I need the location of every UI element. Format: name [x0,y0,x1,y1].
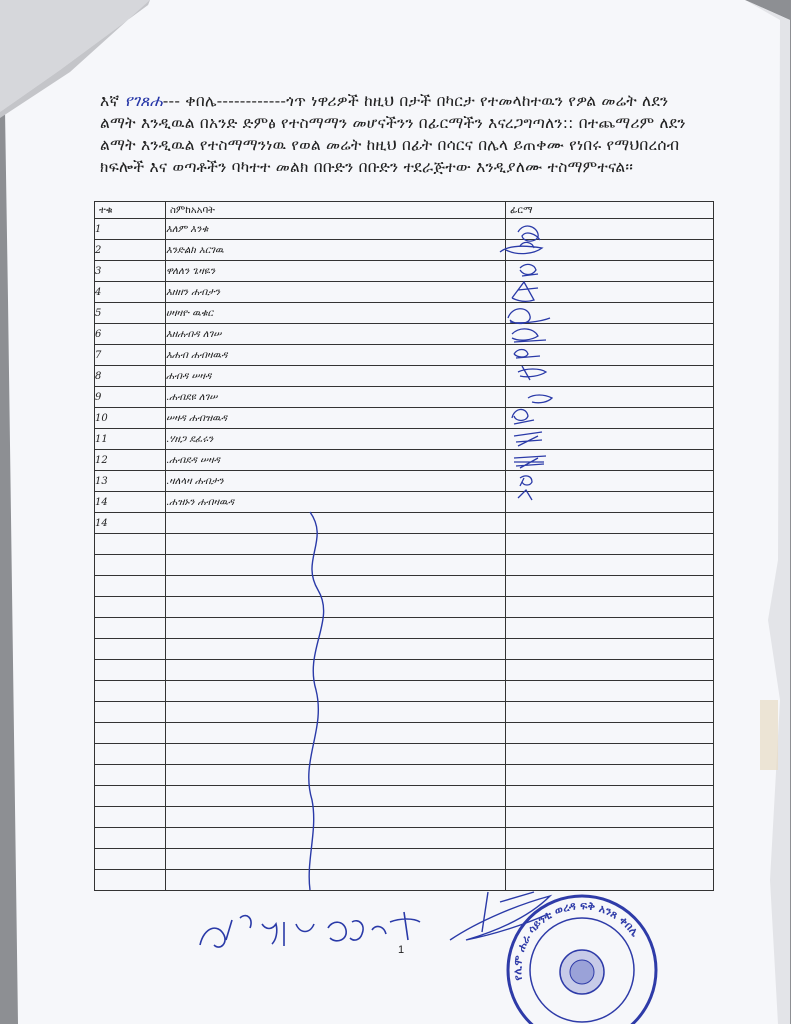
row-number: 9 [95,387,166,408]
row-number [95,870,166,891]
table-row [95,408,714,429]
row-signature [506,618,714,639]
row-name: ዋለለን ጌዛዬን [166,261,506,282]
row-number: 14 [95,513,166,534]
row-name [166,660,506,681]
row-signature [506,555,714,576]
row-number [95,807,166,828]
row-number [95,828,166,849]
row-name: .ሃዘጋ ደፈሩን [166,429,506,450]
row-number [95,618,166,639]
table-row [95,492,714,513]
row-signature [506,660,714,681]
table-row [95,240,714,261]
row-signature [506,345,714,366]
declaration-line-3: ልማት እንዲዉል የተስማማንነዉ የወል መሬት ከዚህ በፊት በሳርና በሌላ ይጠቀሙ የነበሩ የማህበረሰብ [100,136,680,154]
row-number [95,744,166,765]
column-header-signature: ፊርማ [506,202,714,219]
row-number: 1 [95,219,166,240]
row-name [166,849,506,870]
row-number [95,849,166,870]
row-name: እዘዘን ሐብታን [166,282,506,303]
column-header-no: ተቁ [95,202,166,219]
row-signature [506,282,714,303]
row-signature [506,492,714,513]
row-number [95,597,166,618]
row-number [95,702,166,723]
row-number: 8 [95,366,166,387]
table-body [95,219,714,891]
row-signature [506,534,714,555]
row-number [95,660,166,681]
row-name [166,702,506,723]
table-row [95,366,714,387]
row-name [166,870,506,891]
row-number: 4 [95,282,166,303]
row-signature [506,681,714,702]
row-name [166,555,506,576]
row-signature [506,429,714,450]
table-row [95,702,714,723]
row-number [95,576,166,597]
row-name [166,723,506,744]
table-row [95,324,714,345]
row-name: ሀዛዛዮ ዉቁር [166,303,506,324]
row-name: እንድልክ አርገዉ [166,240,506,261]
table-row [95,471,714,492]
row-signature [506,870,714,891]
table-row [95,513,714,534]
table-row [95,870,714,891]
row-number: 12 [95,450,166,471]
declaration-line-2: ልማት እንዲዉል በአንድ ድምፅ የተስማማን መሆናችንን በፊርማችን እናረጋግጣለን:: በተጨማሪም ለደን [100,114,686,132]
row-name [166,828,506,849]
declaration-text [100,90,715,178]
table-row [95,534,714,555]
row-name [166,681,506,702]
row-name [166,807,506,828]
row-name [166,639,506,660]
table-row [95,282,714,303]
table-row [95,219,714,240]
row-number: 3 [95,261,166,282]
row-number [95,681,166,702]
table-row [95,597,714,618]
row-name: .ዛለላዛ ሐብታን [166,471,506,492]
row-signature [506,513,714,534]
table-row [95,660,714,681]
row-number: 7 [95,345,166,366]
table-header-row [95,202,714,219]
table-row [95,429,714,450]
table-row [95,261,714,282]
table-row [95,786,714,807]
row-number: 6 [95,324,166,345]
row-signature [506,324,714,345]
row-signature [506,240,714,261]
table-row [95,723,714,744]
row-signature [506,387,714,408]
stamp-text: የሊሞ ሐራ ሳይንቲ ወረዳ ፍቅ አንጸ ቀበሌ [511,899,642,982]
row-name: ሐብዳ ሠዛዳ [166,366,506,387]
row-signature [506,471,714,492]
signature-table-wrap [94,201,713,881]
row-signature [506,723,714,744]
row-number: 14 [95,492,166,513]
row-number: 10 [95,408,166,429]
row-signature [506,303,714,324]
table-row [95,576,714,597]
table-row [95,450,714,471]
table-row [95,828,714,849]
row-signature [506,576,714,597]
row-number: 13 [95,471,166,492]
row-name: እዘሐብዳ ለገሠ [166,324,506,345]
row-number [95,786,166,807]
row-signature [506,450,714,471]
row-number [95,639,166,660]
row-signature [506,639,714,660]
row-number: 5 [95,303,166,324]
table-row [95,618,714,639]
row-number: 11 [95,429,166,450]
row-name [166,786,506,807]
row-name: .ሐዝኑን ሐብዛዉዳ [166,492,506,513]
declaration-line-1 [100,90,715,112]
row-name [166,744,506,765]
row-name [166,513,506,534]
row-signature [506,807,714,828]
row-name [166,618,506,639]
row-signature [506,408,714,429]
row-name [166,765,506,786]
row-name [166,534,506,555]
row-number [95,534,166,555]
table-row [95,849,714,870]
row-signature [506,261,714,282]
row-name [166,576,506,597]
declaration-line-4: ክፍሎች እና ወጣቶችን ባካተተ መልክ በቡድን በቡድን ተደራጅተው እንዲያለሙ ተስማምተናል፡፡ [100,158,634,176]
table-row [95,765,714,786]
table-row [95,345,714,366]
row-name: እሐብ ሐብዛዉዳ [166,345,506,366]
row-signature [506,786,714,807]
column-header-name: ስምከአአባት [166,202,506,219]
row-signature [506,765,714,786]
handwritten-place: የገጸሐ [124,91,163,110]
row-signature [506,366,714,387]
table-row [95,555,714,576]
row-name [166,597,506,618]
page-number: 1 [398,944,405,956]
row-signature [506,702,714,723]
row-signature [506,828,714,849]
declaration-lead: እኛ [100,92,120,110]
table-row [95,387,714,408]
row-name: .ሐብደዳ ሠዛዳ [166,450,506,471]
row-signature [506,744,714,765]
declaration-line-1-rest: --- ቀበሌ------------ጎጥ ነዋሪዎች ከዚህ በታች በካርታ የተመላከተዉን የዎል መሬት ለደን [162,92,669,110]
table-row [95,807,714,828]
row-signature [506,219,714,240]
row-number [95,723,166,744]
row-number [95,765,166,786]
row-name: ሠዛዳ ሐብዝዉዳ [166,408,506,429]
table-row [95,681,714,702]
row-number: 2 [95,240,166,261]
table-row [95,639,714,660]
row-name: .ሐብደዩ ለገሠ [166,387,506,408]
row-number [95,555,166,576]
table-row [95,744,714,765]
signature-table [94,201,714,891]
row-signature [506,597,714,618]
row-signature [506,849,714,870]
row-name: እለም እንቁ [166,219,506,240]
table-row [95,303,714,324]
